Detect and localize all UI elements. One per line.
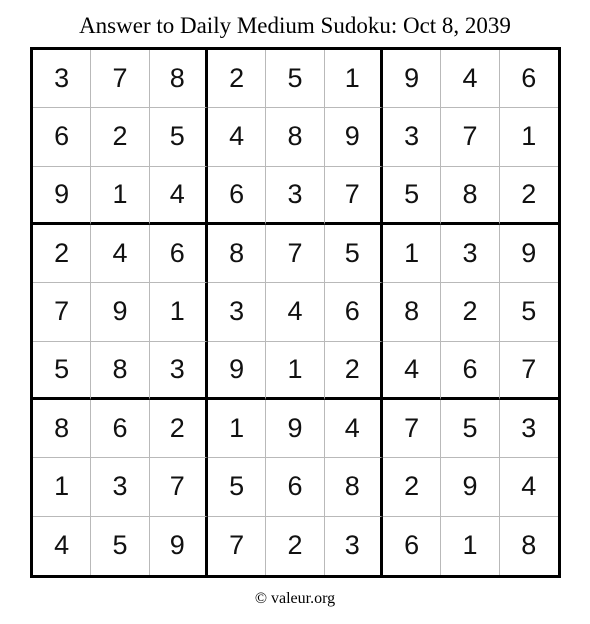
- sudoku-cell-r8-c4[interactable]: 5: [208, 458, 266, 516]
- sudoku-cell-r6-c2[interactable]: 8: [91, 342, 149, 400]
- sudoku-cell-r1-c4[interactable]: 2: [208, 50, 266, 108]
- sudoku-cell-r5-c3[interactable]: 1: [150, 283, 208, 341]
- sudoku-cell-r3-c5[interactable]: 3: [266, 167, 324, 225]
- sudoku-cell-r3-c4[interactable]: 6: [208, 167, 266, 225]
- sudoku-cell-r1-c3[interactable]: 8: [150, 50, 208, 108]
- sudoku-cell-r4-c6[interactable]: 5: [325, 225, 383, 283]
- sudoku-cell-r7-c3[interactable]: 2: [150, 400, 208, 458]
- sudoku-cell-r2-c9[interactable]: 1: [500, 108, 558, 166]
- sudoku-cell-r2-c5[interactable]: 8: [266, 108, 324, 166]
- sudoku-cell-r1-c6[interactable]: 1: [325, 50, 383, 108]
- sudoku-cell-r7-c4[interactable]: 1: [208, 400, 266, 458]
- sudoku-cell-r8-c1[interactable]: 1: [33, 458, 91, 516]
- sudoku-cell-r9-c4[interactable]: 7: [208, 517, 266, 575]
- sudoku-cell-r4-c4[interactable]: 8: [208, 225, 266, 283]
- sudoku-cell-r8-c3[interactable]: 7: [150, 458, 208, 516]
- sudoku-cell-r5-c1[interactable]: 7: [33, 283, 91, 341]
- sudoku-cell-r6-c7[interactable]: 4: [383, 342, 441, 400]
- sudoku-cell-r5-c6[interactable]: 6: [325, 283, 383, 341]
- sudoku-cell-r5-c4[interactable]: 3: [208, 283, 266, 341]
- sudoku-cell-r1-c8[interactable]: 4: [441, 50, 499, 108]
- sudoku-cell-r7-c2[interactable]: 6: [91, 400, 149, 458]
- sudoku-cell-r9-c6[interactable]: 3: [325, 517, 383, 575]
- sudoku-cell-r5-c7[interactable]: 8: [383, 283, 441, 341]
- sudoku-cell-r2-c4[interactable]: 4: [208, 108, 266, 166]
- sudoku-cell-r3-c1[interactable]: 9: [33, 167, 91, 225]
- sudoku-cell-r9-c5[interactable]: 2: [266, 517, 324, 575]
- sudoku-cell-r8-c7[interactable]: 2: [383, 458, 441, 516]
- sudoku-cell-r6-c9[interactable]: 7: [500, 342, 558, 400]
- copyright-footer: © valeur.org: [254, 590, 336, 607]
- sudoku-cell-r6-c6[interactable]: 2: [325, 342, 383, 400]
- sudoku-cell-r7-c8[interactable]: 5: [441, 400, 499, 458]
- sudoku-cell-r2-c1[interactable]: 6: [33, 108, 91, 166]
- sudoku-cell-r1-c7[interactable]: 9: [383, 50, 441, 108]
- sudoku-cell-r1-c9[interactable]: 6: [500, 50, 558, 108]
- sudoku-cell-r4-c1[interactable]: 2: [33, 225, 91, 283]
- sudoku-cell-r4-c7[interactable]: 1: [383, 225, 441, 283]
- sudoku-cell-r8-c5[interactable]: 6: [266, 458, 324, 516]
- sudoku-cell-r7-c6[interactable]: 4: [325, 400, 383, 458]
- sudoku-cell-r6-c8[interactable]: 6: [441, 342, 499, 400]
- sudoku-cell-r5-c5[interactable]: 4: [266, 283, 324, 341]
- sudoku-cell-r9-c3[interactable]: 9: [150, 517, 208, 575]
- sudoku-cell-r5-c2[interactable]: 9: [91, 283, 149, 341]
- sudoku-board: [30, 47, 561, 578]
- sudoku-cell-r3-c9[interactable]: 2: [500, 167, 558, 225]
- sudoku-cell-r6-c5[interactable]: 1: [266, 342, 324, 400]
- sudoku-cell-r1-c1[interactable]: 3: [33, 50, 91, 108]
- sudoku-cell-r4-c3[interactable]: 6: [150, 225, 208, 283]
- sudoku-cell-r4-c5[interactable]: 7: [266, 225, 324, 283]
- puzzle-title: Answer to Daily Medium Sudoku: Oct 8, 2039: [79, 13, 511, 38]
- sudoku-cell-r3-c3[interactable]: 4: [150, 167, 208, 225]
- sudoku-cell-r9-c2[interactable]: 5: [91, 517, 149, 575]
- sudoku-cell-r6-c1[interactable]: 5: [33, 342, 91, 400]
- sudoku-cell-r2-c2[interactable]: 2: [91, 108, 149, 166]
- sudoku-cell-r2-c7[interactable]: 3: [383, 108, 441, 166]
- sudoku-cell-r4-c8[interactable]: 3: [441, 225, 499, 283]
- sudoku-cell-r9-c1[interactable]: 4: [33, 517, 91, 575]
- sudoku-cell-r9-c7[interactable]: 6: [383, 517, 441, 575]
- sudoku-cell-r6-c3[interactable]: 3: [150, 342, 208, 400]
- sudoku-cell-r3-c6[interactable]: 7: [325, 167, 383, 225]
- sudoku-cell-r6-c4[interactable]: 9: [208, 342, 266, 400]
- sudoku-cell-r3-c7[interactable]: 5: [383, 167, 441, 225]
- sudoku-cell-r4-c9[interactable]: 9: [500, 225, 558, 283]
- sudoku-cell-r1-c2[interactable]: 7: [91, 50, 149, 108]
- sudoku-cell-r8-c2[interactable]: 3: [91, 458, 149, 516]
- sudoku-cell-r7-c7[interactable]: 7: [383, 400, 441, 458]
- sudoku-cell-r7-c5[interactable]: 9: [266, 400, 324, 458]
- sudoku-cell-r8-c8[interactable]: 9: [441, 458, 499, 516]
- sudoku-cell-r4-c2[interactable]: 4: [91, 225, 149, 283]
- sudoku-cell-r3-c8[interactable]: 8: [441, 167, 499, 225]
- sudoku-cell-r8-c9[interactable]: 4: [500, 458, 558, 516]
- sudoku-cell-r2-c8[interactable]: 7: [441, 108, 499, 166]
- sudoku-cell-r3-c2[interactable]: 1: [91, 167, 149, 225]
- sudoku-cell-r2-c6[interactable]: 9: [325, 108, 383, 166]
- sudoku-cell-r9-c9[interactable]: 8: [500, 517, 558, 575]
- sudoku-cell-r7-c9[interactable]: 3: [500, 400, 558, 458]
- sudoku-cell-r1-c5[interactable]: 5: [266, 50, 324, 108]
- sudoku-cell-r9-c8[interactable]: 1: [441, 517, 499, 575]
- sudoku-cell-r8-c6[interactable]: 8: [325, 458, 383, 516]
- sudoku-cell-r5-c8[interactable]: 2: [441, 283, 499, 341]
- sudoku-cell-r2-c3[interactable]: 5: [150, 108, 208, 166]
- sudoku-cell-r5-c9[interactable]: 5: [500, 283, 558, 341]
- sudoku-cell-r7-c1[interactable]: 8: [33, 400, 91, 458]
